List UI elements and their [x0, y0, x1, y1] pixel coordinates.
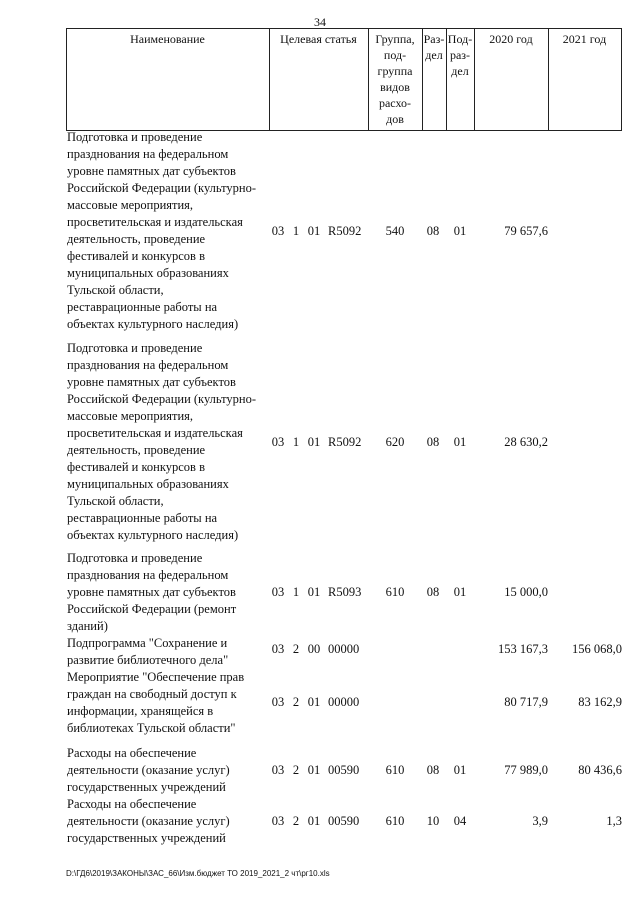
header-2021: 2021 год — [562, 32, 607, 46]
row-direction: 00590 — [328, 763, 360, 777]
row-2020: 79 657,6 — [504, 224, 548, 238]
header-name: Наименование — [130, 32, 205, 46]
row-subsection: 01 — [453, 585, 467, 599]
row-subsection: 01 — [453, 224, 467, 238]
row-program: 03 — [271, 814, 285, 828]
row-subprogram: 1 — [292, 224, 300, 238]
row-subsection: 01 — [453, 763, 467, 777]
row-activity: 01 — [307, 435, 321, 449]
row-activity: 01 — [307, 814, 321, 828]
row-subprogram: 2 — [292, 763, 300, 777]
row-program: 03 — [271, 224, 285, 238]
row-section: 08 — [426, 585, 440, 599]
row-direction: 00000 — [328, 642, 360, 656]
row-direction: R5092 — [328, 224, 362, 238]
row-name: Мероприятие "Обеспечение прав граждан на свободный доступ к информации, хранящейся в библиотеках Тульской области" — [67, 670, 245, 735]
row-2020: 77 989,0 — [504, 763, 548, 777]
row-activity: 01 — [307, 695, 321, 709]
row-expense-group: 610 — [385, 763, 405, 777]
header-2020: 2020 год — [489, 32, 533, 46]
row-name: Расходы на обеспечение деятельности (оказание услуг) государственных учреждений — [67, 746, 230, 794]
row-program: 03 — [271, 435, 285, 449]
row-section: 08 — [426, 435, 440, 449]
row-name: Подготовка и проведение празднования на федеральном уровне памятных дат субъектов Российской Федерации (культурно- массовые мероприятия, просветительская и издательская деятельность, проведение фестивалей и конкурсов в муниципальных образованиях Тульской области, реставрационные работы на объектах культурного наследия) — [67, 130, 257, 331]
row-name: Расходы на обеспечение деятельности (оказание услуг) государственных учреждений — [67, 797, 230, 845]
row-expense-group: 610 — [385, 585, 405, 599]
column-divider — [621, 29, 622, 130]
row-expense-group: 620 — [385, 435, 405, 449]
row-name: Подпрограмма "Сохранение и развитие библиотечного дела" — [67, 636, 229, 667]
file-path-footer: D:\ГД6\2019\ЗАКОНЫ\ЗАС_66\Изм.бюджет ТО 2019_2021_2 чт\рг10.xls — [66, 869, 330, 878]
row-activity: 01 — [307, 763, 321, 777]
row-program: 03 — [271, 585, 285, 599]
row-name: Подготовка и проведение празднования на федеральном уровне памятных дат субъектов Российской Федерации (культурно- массовые мероприятия, просветительская и издательская деятельность, проведение фестивалей и конкурсов в муниципальных образованиях Тульской области, реставрационные работы на объектах культурного наследия) — [67, 341, 257, 542]
row-activity: 01 — [307, 224, 321, 238]
row-subsection: 04 — [453, 814, 467, 828]
row-2021: 80 436,6 — [578, 763, 622, 777]
row-subprogram: 1 — [292, 435, 300, 449]
row-direction: 00000 — [328, 695, 360, 709]
row-program: 03 — [271, 642, 285, 656]
row-subprogram: 2 — [292, 695, 300, 709]
row-subprogram: 2 — [292, 642, 300, 656]
row-2021: 156 068,0 — [572, 642, 622, 656]
row-subprogram: 2 — [292, 814, 300, 828]
row-direction: R5093 — [328, 585, 362, 599]
header-section: Раз- дел — [423, 32, 445, 62]
row-activity: 01 — [307, 585, 321, 599]
row-2021: 83 162,9 — [578, 695, 622, 709]
row-direction: R5092 — [328, 435, 362, 449]
row-subprogram: 1 — [292, 585, 300, 599]
row-2020: 3,9 — [532, 814, 548, 828]
row-section: 10 — [426, 814, 440, 828]
row-2020: 28 630,2 — [504, 435, 548, 449]
row-section: 08 — [426, 763, 440, 777]
row-program: 03 — [271, 695, 285, 709]
row-section: 08 — [426, 224, 440, 238]
row-name: Подготовка и проведение празднования на федеральном уровне памятных дат субъектов Российской Федерации (ремонт зданий) — [67, 551, 237, 633]
row-direction: 00590 — [328, 814, 360, 828]
row-subsection: 01 — [453, 435, 467, 449]
header-group: Группа, под- группа видов расхо- дов — [375, 32, 415, 126]
row-2020: 80 717,9 — [504, 695, 548, 709]
header-target: Целевая статья — [280, 32, 357, 46]
page-number: 34 — [314, 15, 326, 29]
row-expense-group: 610 — [385, 814, 405, 828]
row-2020: 153 167,3 — [498, 642, 548, 656]
row-program: 03 — [271, 763, 285, 777]
row-expense-group: 540 — [385, 224, 405, 238]
row-activity: 00 — [307, 642, 321, 656]
header-subsection: Под- раз- дел — [447, 32, 473, 78]
table-header — [66, 28, 622, 131]
row-2021: 1,3 — [606, 814, 622, 828]
row-2020: 15 000,0 — [504, 585, 548, 599]
